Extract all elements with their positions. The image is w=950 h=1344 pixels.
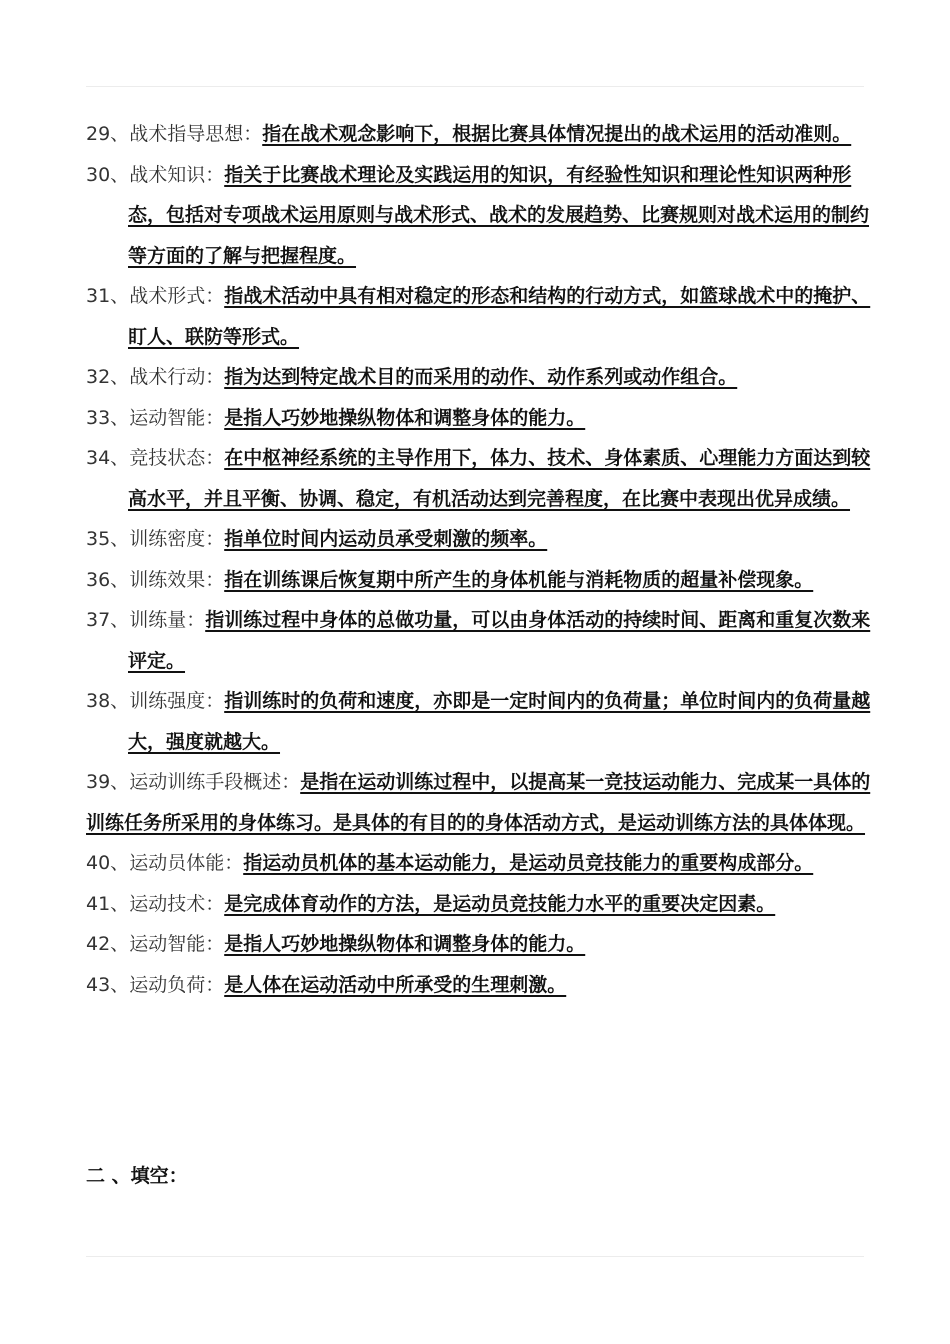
entry-term: 运动负荷：	[129, 973, 225, 996]
glossary-entry-42	[86, 924, 886, 965]
entry-term: 运动技术：	[129, 892, 225, 915]
page-header-rule	[86, 86, 864, 87]
entry-number: 34、	[86, 447, 130, 469]
entry-number: 36、	[86, 568, 130, 591]
entry-term: 训练效果：	[129, 568, 225, 591]
entry-number: 42、	[86, 933, 130, 955]
entry-number: 41、	[86, 892, 130, 915]
entry-definition: 指关于比赛战术理论及实践运用的知识，有经验性知识和理论性知识两种形态，包括对专项战术运用原则与战术形式、战术的发展趋势、比赛规则对战术运用的制约等方面的了解与把握程度。	[128, 163, 870, 267]
glossary-entry-34	[86, 438, 886, 519]
entry-definition: 是指在运动训练过程中，以提高某一竞技运动能力、完成某一具体的训练任务所采用的身体练习。是具体的有目的的身体活动方式，是运动训练方法的具体体现。	[86, 771, 871, 834]
entry-definition: 是完成体育动作的方法，是运动员竞技能力水平的重要决定因素。	[224, 892, 776, 915]
entry-definition: 指运动员机体的基本运动能力，是运动员竞技能力的重要构成部分。	[243, 852, 814, 874]
entry-definition: 是人体在运动活动中所承受的生理刺激。	[224, 973, 567, 996]
section-heading: 二 、填空：	[86, 1165, 188, 1187]
glossary-entry-41	[86, 884, 886, 925]
glossary-list	[86, 114, 886, 1005]
glossary-entry-33	[86, 398, 886, 439]
glossary-entry-40	[86, 843, 886, 884]
entry-definition: 指单位时间内运动员承受刺激的频率。	[224, 528, 548, 550]
entry-definition: 指为达到特定战术目的而采用的动作、动作系列或动作组合。	[224, 366, 738, 388]
glossary-entry-36	[86, 560, 886, 601]
entry-number: 39、	[86, 771, 130, 793]
entry-number: 29、	[86, 123, 130, 145]
entry-number: 37、	[86, 609, 130, 631]
entry-definition: 是指人巧妙地操纵物体和调整身体的能力。	[224, 933, 586, 955]
entry-number: 38、	[86, 690, 130, 712]
entry-number: 31、	[86, 285, 130, 307]
entry-number: 33、	[86, 406, 130, 429]
glossary-entry-37	[86, 600, 886, 681]
entry-number: 43、	[86, 973, 130, 996]
entry-term: 运动智能：	[129, 406, 225, 429]
entry-term: 竞技状态：	[129, 447, 225, 469]
entry-number: 40、	[86, 852, 130, 874]
entry-term: 战术行动：	[129, 366, 225, 388]
entry-definition: 指训练过程中身体的总做功量，可以由身体活动的持续时间、距离和重复次数来评定。	[128, 609, 871, 672]
entry-number: 35、	[86, 528, 130, 550]
entry-term: 运动员体能：	[129, 852, 244, 874]
entry-definition: 指在战术观念影响下，根据比赛具体情况提出的战术运用的活动准则。	[262, 123, 852, 145]
entry-term: 战术指导思想：	[129, 123, 263, 145]
entry-term: 训练量：	[129, 609, 206, 631]
entry-term: 运动智能：	[129, 933, 225, 955]
glossary-entry-29	[86, 114, 886, 155]
entry-term: 战术知识：	[129, 163, 225, 186]
glossary-entry-35	[86, 519, 886, 560]
entry-definition: 指训练时的负荷和速度，亦即是一定时间内的负荷量；单位时间内的负荷量越大，强度就越大。	[128, 690, 871, 753]
entry-term: 训练密度：	[129, 528, 225, 550]
glossary-entry-30	[86, 155, 886, 277]
entry-term: 战术形式：	[129, 285, 225, 307]
entry-definition: 指在训练课后恢复期中所产生的身体机能与消耗物质的超量补偿现象。	[224, 568, 814, 591]
glossary-entry-39	[86, 762, 886, 843]
entry-definition: 在中枢神经系统的主导作用下，体力、技术、身体素质、心理能力方面达到较高水平，并且平衡、协调、稳定，有机活动达到完善程度，在比赛中表现出优异成绩。	[128, 447, 871, 510]
glossary-entry-38	[86, 681, 886, 762]
glossary-entry-31	[86, 276, 886, 357]
glossary-entry-43	[86, 965, 886, 1006]
entry-definition: 是指人巧妙地操纵物体和调整身体的能力。	[224, 406, 586, 429]
entry-definition: 指战术活动中具有相对稳定的形态和结构的行动方式，如篮球战术中的掩护、盯人、联防等形式。	[128, 285, 871, 348]
page-footer-rule	[86, 1256, 864, 1257]
glossary-entry-32	[86, 357, 886, 398]
entry-term: 运动训练手段概述：	[129, 771, 301, 793]
entry-term: 训练强度：	[129, 690, 225, 712]
entry-number: 30、	[86, 163, 130, 186]
entry-number: 32、	[86, 366, 130, 388]
